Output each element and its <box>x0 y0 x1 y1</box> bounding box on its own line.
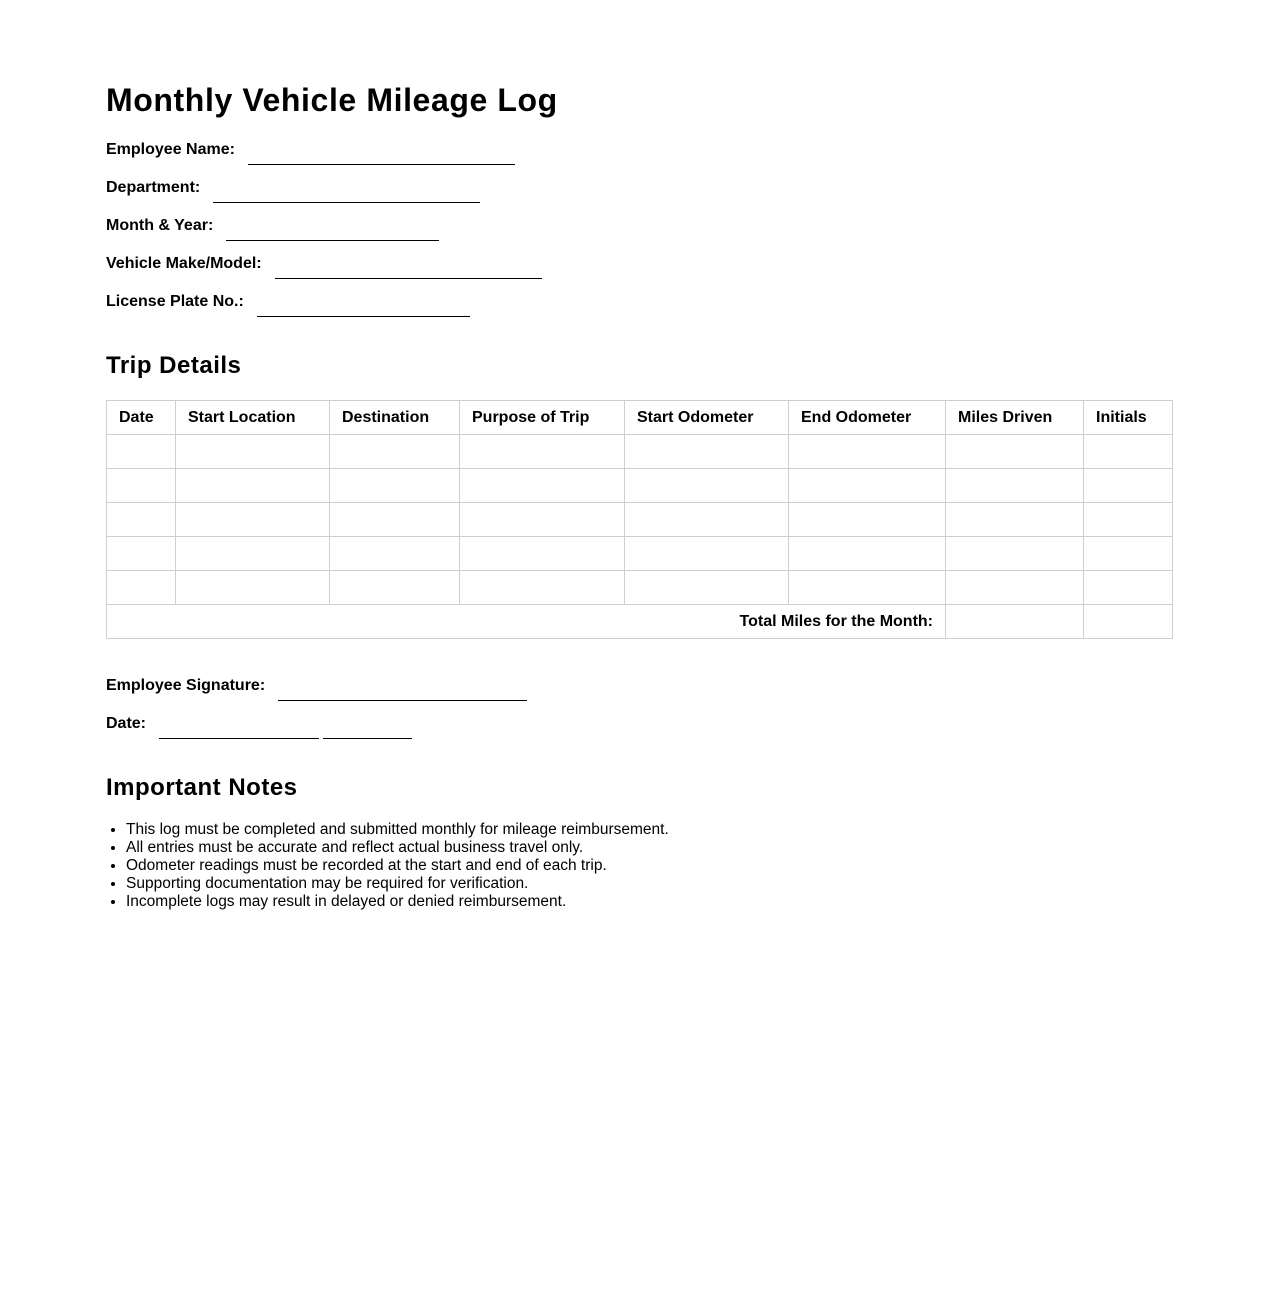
table-cell[interactable] <box>789 571 946 605</box>
table-cell[interactable] <box>330 469 460 503</box>
vehicle-make-model-field <box>106 255 542 273</box>
column-header-start-odometer: Start Odometer <box>625 401 789 435</box>
list-item: • This log must be completed and submitted monthly for mileage reimbursement. <box>126 821 669 839</box>
table-cell[interactable] <box>460 503 625 537</box>
table-cell[interactable] <box>946 469 1084 503</box>
table-cell[interactable] <box>946 537 1084 571</box>
signature-date-input-line[interactable] <box>159 737 319 739</box>
trip-details-heading: Trip Details <box>106 352 242 379</box>
table-cell[interactable] <box>176 571 330 605</box>
table-cell[interactable] <box>460 469 625 503</box>
column-header-date: Date <box>107 401 176 435</box>
signature-date-extra-line[interactable] <box>323 737 412 739</box>
license-plate-field <box>106 293 470 311</box>
table-cell[interactable] <box>946 503 1084 537</box>
important-notes-list <box>106 821 669 911</box>
field-label: Month & Year: <box>106 217 214 234</box>
field-label: Vehicle Make/Model: <box>106 255 262 272</box>
table-cell[interactable] <box>1084 435 1173 469</box>
list-item: • Incomplete logs may result in delayed or denied reimbursement. <box>126 893 669 911</box>
table-cell[interactable] <box>789 469 946 503</box>
employee-name-field <box>106 141 515 159</box>
table-cell[interactable] <box>107 469 176 503</box>
table-cell[interactable] <box>176 469 330 503</box>
table-cell[interactable] <box>176 537 330 571</box>
table-row <box>107 571 1173 605</box>
vehicle-make-model-input-line[interactable] <box>275 277 542 279</box>
table-cell[interactable] <box>625 435 789 469</box>
column-header-end-odometer: End Odometer <box>789 401 946 435</box>
table-row <box>107 435 1173 469</box>
field-label: Date: <box>106 715 147 732</box>
field-label: License Plate No.: <box>106 293 244 310</box>
table-cell[interactable] <box>1084 571 1173 605</box>
total-miles-label: Total Miles for the Month: <box>107 605 946 639</box>
table-cell[interactable] <box>107 571 176 605</box>
table-cell[interactable] <box>176 503 330 537</box>
table-row <box>107 469 1173 503</box>
column-header-destination: Destination <box>330 401 460 435</box>
table-cell[interactable] <box>330 537 460 571</box>
column-header-start-location: Start Location <box>176 401 330 435</box>
field-label: Department: <box>106 179 201 196</box>
license-plate-input-line[interactable] <box>257 315 470 317</box>
table-cell[interactable] <box>107 537 176 571</box>
list-item: • Supporting documentation may be required for verification. <box>126 875 669 893</box>
table-cell[interactable] <box>625 571 789 605</box>
trip-details-table <box>106 400 1173 639</box>
table-cell[interactable] <box>107 503 176 537</box>
total-row <box>107 605 1173 639</box>
table-cell[interactable] <box>946 435 1084 469</box>
table-cell[interactable] <box>330 571 460 605</box>
month-year-field <box>106 217 439 235</box>
department-field <box>106 179 480 197</box>
column-header-initials: Initials <box>1084 401 1173 435</box>
total-initials-cell[interactable] <box>1084 605 1173 639</box>
table-cell[interactable] <box>789 503 946 537</box>
list-item: • Odometer readings must be recorded at the start and end of each trip. <box>126 857 669 875</box>
table-cell[interactable] <box>107 435 176 469</box>
department-input-line[interactable] <box>213 201 480 203</box>
month-year-input-line[interactable] <box>226 239 439 241</box>
table-cell[interactable] <box>789 435 946 469</box>
table-cell[interactable] <box>176 435 330 469</box>
employee-signature-field <box>106 677 527 695</box>
column-header-miles-driven: Miles Driven <box>946 401 1084 435</box>
table-cell[interactable] <box>1084 469 1173 503</box>
column-header-purpose: Purpose of Trip <box>460 401 625 435</box>
table-cell[interactable] <box>1084 503 1173 537</box>
table-cell[interactable] <box>789 537 946 571</box>
table-row <box>107 503 1173 537</box>
table-cell[interactable] <box>460 435 625 469</box>
table-cell[interactable] <box>625 537 789 571</box>
signature-date-field <box>106 715 412 733</box>
table-header-row <box>107 401 1173 435</box>
employee-name-input-line[interactable] <box>248 163 515 165</box>
table-row <box>107 537 1173 571</box>
table-cell[interactable] <box>1084 537 1173 571</box>
important-notes-heading: Important Notes <box>106 774 298 801</box>
employee-signature-input-line[interactable] <box>278 699 527 701</box>
table-cell[interactable] <box>625 503 789 537</box>
page-title: Monthly Vehicle Mileage Log <box>106 82 558 118</box>
table-cell[interactable] <box>460 571 625 605</box>
table-cell[interactable] <box>460 537 625 571</box>
table-cell[interactable] <box>330 503 460 537</box>
table-cell[interactable] <box>946 571 1084 605</box>
table-cell[interactable] <box>625 469 789 503</box>
table-cell[interactable] <box>330 435 460 469</box>
total-miles-cell[interactable] <box>946 605 1084 639</box>
field-label: Employee Name: <box>106 141 235 158</box>
list-item: • All entries must be accurate and reflect actual business travel only. <box>126 839 669 857</box>
field-label: Employee Signature: <box>106 677 266 694</box>
